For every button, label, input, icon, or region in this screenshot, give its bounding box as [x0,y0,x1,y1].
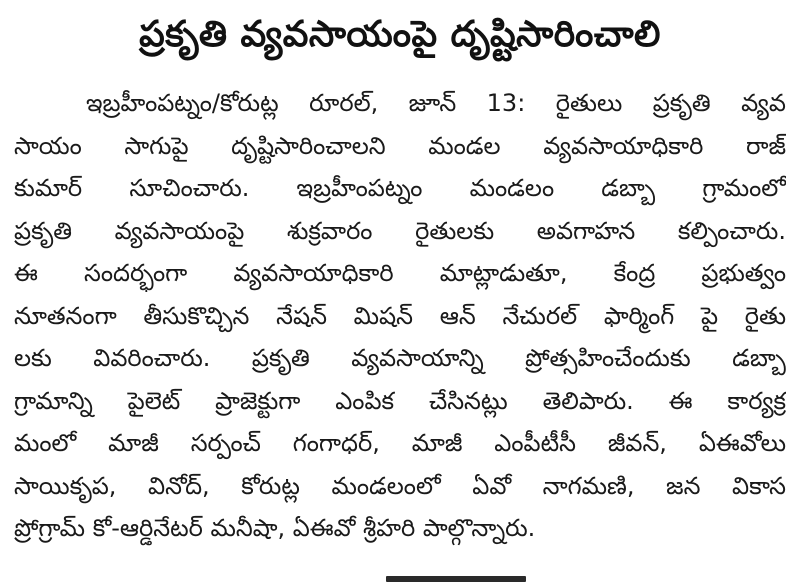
article-headline: ప్రకృతి వ్యవసాయంపై దృష్టిసారించాలి [139,14,661,55]
article-line-9: మంలో మాజీ సర్పంచ్ గంగాధర్, మాజీ ఎంపీటీసీ జీవన్, ఏఈవోలు [14,429,786,457]
article-line-3: కుమార్ సూచించారు. ఇబ్రహీంపట్నం మండలం డబ్బా గ్రామంలో [14,174,786,202]
article-line-6: నూతనంగా తీసుకొచ్చిన నేషన్ మిషన్ ఆన్ నేచురల్ ఫార్మింగ్ పై రైతు [14,301,786,330]
article-line-7: లకు వివరించారు. ప్రకృతి వ్యవసాయాన్ని ప్రోత్సహించేందుకు డబ్బా [14,344,786,372]
article-line-10: సాయికృప, వినోద్, కోరుట్ల మండలంలో ఏవో నాగమణి, జన వికాస [14,471,786,500]
article-line-2: సాయం సాగుపై దృష్టిసారించాలని మండల వ్యవసాయాధికారి రాజ్ [14,131,786,160]
article-line-11: ప్రోగ్రామ్ కో-ఆర్డినేటర్ మనీషా, ఏఈవో శ్రీహరి పాల్గొన్నారు. [14,514,536,542]
article-line-8: గ్రామాన్ని పైలెట్ ప్రాజెక్టుగా ఎంపిక చేసినట్లు తెలిపారు. ఈ కార్యక్ర [14,386,786,415]
news-clipping [6,0,794,587]
article-line-4: ప్రకృతి వ్యవసాయంపై శుక్రవారం రైతులకు అవగాహన కల్పించారు. [14,216,786,245]
article-line-1: ఇబ్రహీంపట్నం/కోరుట్ల రూరల్, జూన్ 13: రైతులు ప్రకృతి వ్యవ [86,89,786,117]
article-line-5: ఈ సందర్భంగా వ్యవసాయాధికారి మాట్లాడుతూ, కేంద్ర ప్రభుత్వం [14,259,786,287]
bottom-divider [386,576,526,582]
article-body [14,82,786,550]
